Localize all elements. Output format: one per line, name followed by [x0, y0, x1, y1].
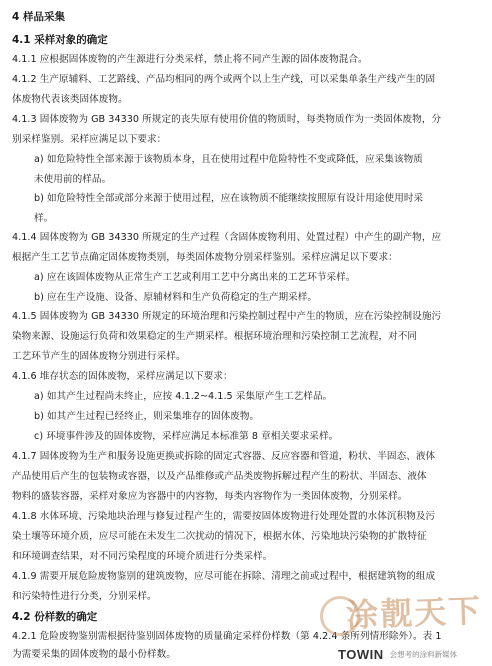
clause-4-1-8-line-3: 和环境调查结果，对不同污染程度的环境介质进行分类采样。 — [12, 551, 273, 562]
clause-4-1-3-a-line-2: 未使用前的样品。 — [34, 174, 112, 185]
clause-4-1-6: 4.1.6 堆存状态的固体废物，采样应满足以下要求： — [12, 371, 233, 382]
watermark: 涂靓天下 — [345, 591, 483, 635]
clause-4-1-4-line-2: 根据产生工艺节点确定固体废物类别，每类固体废物分别采样鉴别。采样应满足以下要求： — [12, 252, 398, 263]
clause-4-1-8-line-1: 4.1.8 水体环境、污染地块治理与修复过程产生的，需要按固体废物进行处理处置的水体沉积物及污 — [12, 511, 436, 522]
clause-4-1-3-line-2: 别采样鉴别。采样应满足以下要求： — [12, 134, 167, 145]
clause-4-1-9-line-1: 4.1.9 需要开展危险废物鉴别的建筑废物，应尽可能在拆除、清理之前或过程中，根据建筑物的组成 — [12, 571, 436, 582]
clause-4-1-5-line-3: 工艺环节产生的固体废物分别进行采样。 — [12, 351, 186, 362]
clause-4-1-3-line-1: 4.1.3 固体废物为 GB 34330 所规定的丧失原有使用价值的物质时，每类物质作为一类固体废物，分 — [12, 114, 442, 125]
clause-4-1-3-a-line-1: a) 如危险特性全部来源于该物质本身，且在使用过程中危险特性不变或降低，应采集该物质 — [34, 154, 423, 165]
clause-4-2-1-line-2: 为需要采集的固体废物的最小份样数。 — [12, 649, 176, 660]
clause-4-1-6-b: b) 如其产生过程已经终止，则采集堆存的固体废物。 — [34, 411, 260, 422]
clause-4-1-4-a: a) 应在该固体废物从正常生产工艺或利用工艺中分离出来的工艺环节采样。 — [34, 272, 356, 283]
clause-4-1-5-line-1: 4.1.5 固体废物为 GB 34330 所规定的环境治理和污染控制过程中产生的物质，应在污染控制设施污 — [12, 311, 442, 322]
clause-4-1-7-line-1: 4.1.7 固体废物为生产和服务设施更换或拆除的固定式容器、反应容器和管道，粉状、半固态、液体 — [12, 451, 436, 462]
section-4-2-heading: 4.2 份样数的确定 — [12, 611, 98, 623]
clause-4-2-1-line-1: 4.2.1 危险废物鉴别需根据待鉴别固体废物的质量确定采样份样数（第 4.2.4 条所列情形除外）。表 1 — [12, 631, 442, 642]
footer-brand — [338, 646, 457, 662]
clause-4-1-8-line-2: 染土壤等环境介质，应尽可能在未发生二次扰动的情况下，根据水体、污染地块污染物的扩散特征 — [12, 531, 427, 542]
clause-4-1-6-a: a) 如其产生过程尚未终止，应按 4.1.2~4.1.5 采集原产生工艺样品。 — [34, 391, 333, 402]
clause-4-1-5-line-2: 染物来源、设施运行负荷和效果稳定的生产期采样。根据环境治理和污染控制工艺流程，对不同 — [12, 331, 418, 342]
footer-slogan: 会想考的涂料新媒体 — [389, 649, 458, 659]
clause-4-1-9-line-2: 和污染特性进行分类，分别采样。 — [12, 591, 157, 602]
clause-4-1-3-b-line-1: b) 如危险特性全部或部分来源于使用过程，应在该物质不能继续按照原有设计用途使用时采 — [34, 193, 424, 204]
clause-4-1-6-c: c) 环境事件涉及的固体废物，采样应满足本标准第 8 章相关要求采样。 — [34, 431, 339, 442]
clause-4-1-4-line-1: 4.1.4 固体废物为 GB 34330 所规定的生产过程（含固体废物利用、处置过程）中产生的副产物，应 — [12, 232, 442, 243]
section-4-heading: 4 样品采集 — [12, 11, 65, 23]
clause-4-1-3-b-line-2: 样。 — [34, 213, 54, 224]
section-4-1-heading: 4.1 采样对象的确定 — [12, 34, 108, 46]
clause-4-1-7-line-2: 产品使用后产生的包装物或容器，以及产品维修或产品类废物拆解过程产生的粉状、半固态、液体 — [12, 471, 427, 482]
clause-4-1-4-b: b) 应在生产设施、设备、原辅材料和生产负荷稳定的生产期采样。 — [34, 292, 318, 303]
footer-logo: TOWIN — [338, 646, 384, 662]
clause-4-1-1: 4.1.1 应根据固体废物的产生源进行分类采样，禁止将不同产生源的固体废物混合。 — [12, 54, 368, 65]
clause-4-1-2-line-1: 4.1.2 生产原辅料、工艺路线、产品均相同的两个或两个以上生产线，可以采集单条生产线产生的固 — [12, 74, 436, 85]
clause-4-1-2-line-2: 体废物代表该类固体废物。 — [12, 94, 128, 105]
clause-4-1-7-line-3: 物料的盛装容器，采样对象应为容器中的内容物，每类内容物作为一类固体废物，分别采样。 — [12, 491, 408, 502]
